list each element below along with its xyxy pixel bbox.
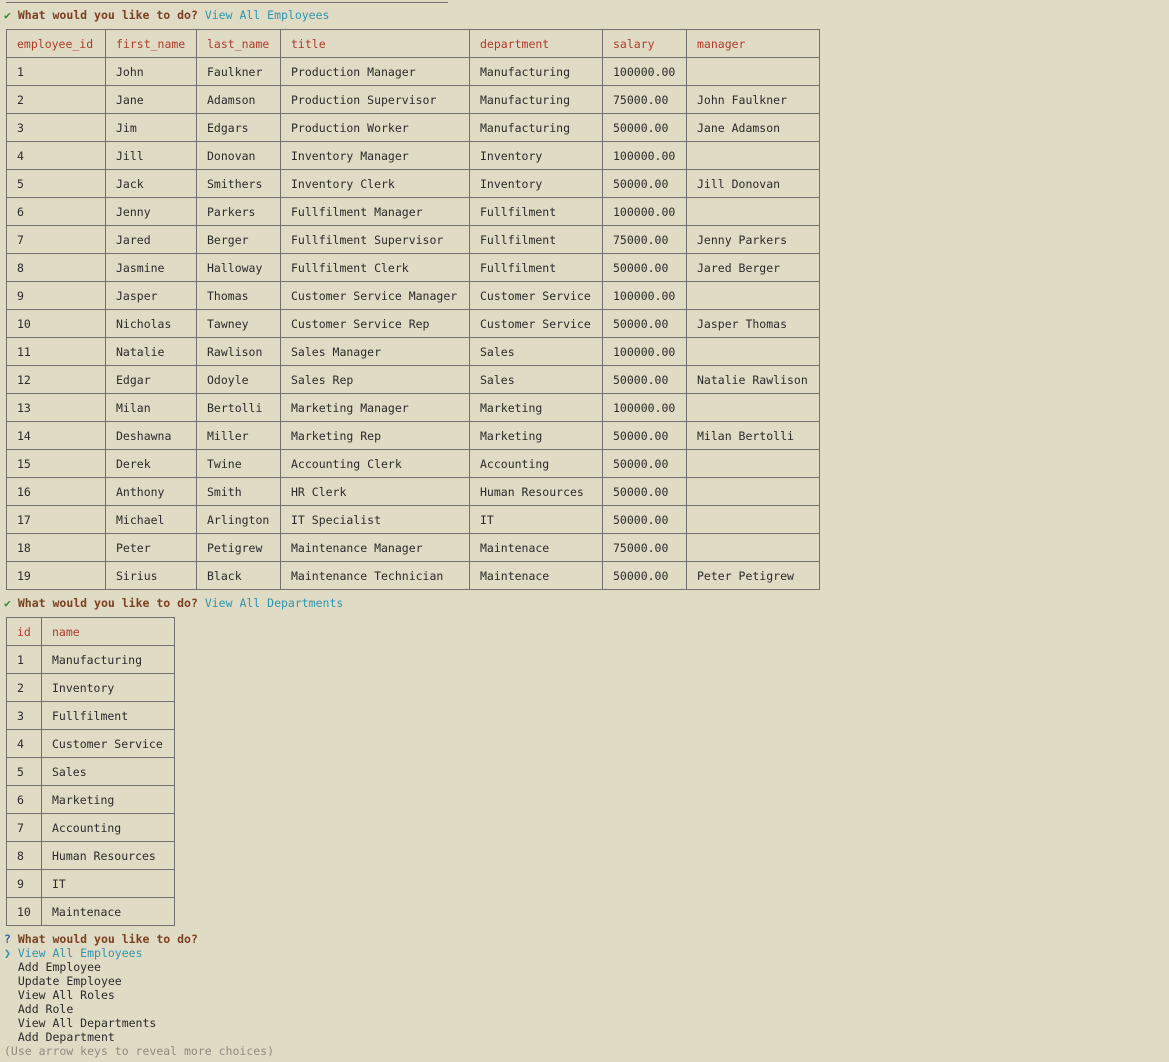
table-row	[7, 674, 175, 702]
employees-table	[6, 29, 820, 590]
table-cell: 50000.00	[603, 310, 687, 338]
table-cell: Customer Service	[470, 310, 603, 338]
table-cell	[687, 478, 820, 506]
table-cell	[687, 338, 820, 366]
menu-item-label: Add Employee	[17, 960, 101, 974]
table-cell: 6	[7, 198, 106, 226]
table-row	[7, 898, 175, 926]
table-cell: Arlington	[197, 506, 281, 534]
table-cell: Sales Manager	[281, 338, 470, 366]
table-cell: 8	[7, 842, 42, 870]
table-cell: Derek	[106, 450, 197, 478]
table-header-row	[7, 618, 175, 646]
departments-table	[6, 617, 175, 926]
table-cell: IT Specialist	[281, 506, 470, 534]
table-cell: Jack	[106, 170, 197, 198]
table-row	[7, 422, 820, 450]
table-cell: Fullfilment Supervisor	[281, 226, 470, 254]
table-cell: Odoyle	[197, 366, 281, 394]
table-cell: Sirius	[106, 562, 197, 590]
table-cell: 2	[7, 674, 42, 702]
table-cell: Maintenace	[470, 562, 603, 590]
prompt-view-employees	[4, 8, 329, 22]
prompt-view-departments	[4, 596, 343, 610]
table-cell: Sales	[42, 758, 175, 786]
table-cell: Black	[197, 562, 281, 590]
table-cell: Fullfilment	[470, 198, 603, 226]
table-cell: Inventory Clerk	[281, 170, 470, 198]
table-cell: 50000.00	[603, 114, 687, 142]
table-cell: 15	[7, 450, 106, 478]
table-row	[7, 758, 175, 786]
table-cell: Peter Petigrew	[687, 562, 820, 590]
table-cell: 1	[7, 58, 106, 86]
table-cell: 100000.00	[603, 394, 687, 422]
table-cell: 1	[7, 646, 42, 674]
table-cell: 50000.00	[603, 254, 687, 282]
table-cell	[687, 394, 820, 422]
table-cell: Production Supervisor	[281, 86, 470, 114]
table-cell: 2	[7, 86, 106, 114]
table-cell: Petigrew	[197, 534, 281, 562]
table-cell: 5	[7, 170, 106, 198]
table-cell: Inventory Manager	[281, 142, 470, 170]
table-cell	[687, 142, 820, 170]
table-cell: Production Manager	[281, 58, 470, 86]
table-cell: Jenny Parkers	[687, 226, 820, 254]
table-cell: 50000.00	[603, 366, 687, 394]
column-header: employee_id	[7, 30, 106, 58]
table-cell: 75000.00	[603, 534, 687, 562]
column-header: title	[281, 30, 470, 58]
table-row	[7, 226, 820, 254]
table-cell: Marketing	[42, 786, 175, 814]
table-cell: Inventory	[470, 142, 603, 170]
table-row	[7, 142, 820, 170]
table-cell: 9	[7, 282, 106, 310]
table-cell: 11	[7, 338, 106, 366]
table-cell: Faulkner	[197, 58, 281, 86]
table-cell: 10	[7, 898, 42, 926]
column-header: manager	[687, 30, 820, 58]
table-cell: Human Resources	[470, 478, 603, 506]
table-cell	[687, 282, 820, 310]
table-cell: Customer Service	[470, 282, 603, 310]
table-row	[7, 870, 175, 898]
menu-item-label: View All Roles	[17, 988, 115, 1002]
column-header: name	[42, 618, 175, 646]
table-cell: Inventory	[470, 170, 603, 198]
table-cell: 50000.00	[603, 478, 687, 506]
table-cell	[687, 450, 820, 478]
table-header-row	[7, 30, 820, 58]
menu-item-add-role[interactable]	[4, 1002, 274, 1016]
table-row	[7, 702, 175, 730]
previous-output-border	[6, 0, 448, 3]
question-mark-icon: ?	[4, 932, 11, 946]
table-cell: Jill Donovan	[687, 170, 820, 198]
menu-item-label: Update Employee	[17, 974, 122, 988]
table-cell: Halloway	[197, 254, 281, 282]
table-row	[7, 338, 820, 366]
table-cell: Accounting	[42, 814, 175, 842]
table-cell: Milan	[106, 394, 197, 422]
check-icon: ✔	[4, 596, 11, 610]
table-cell: Bertolli	[197, 394, 281, 422]
table-cell: Natalie	[106, 338, 197, 366]
table-cell: 18	[7, 534, 106, 562]
table-cell: 19	[7, 562, 106, 590]
prompt-answer: View All Employees	[204, 8, 330, 22]
column-header: salary	[603, 30, 687, 58]
table-cell: Jasper Thomas	[687, 310, 820, 338]
table-cell: Natalie Rawlison	[687, 366, 820, 394]
table-cell: 16	[7, 478, 106, 506]
table-cell: 100000.00	[603, 338, 687, 366]
table-cell: 100000.00	[603, 282, 687, 310]
table-row	[7, 86, 820, 114]
table-row	[7, 842, 175, 870]
table-cell: Customer Service Rep	[281, 310, 470, 338]
menu-item-label: Add Role	[17, 1002, 74, 1016]
column-header: id	[7, 618, 42, 646]
table-row	[7, 506, 820, 534]
menu-item-add-department[interactable]	[4, 1030, 274, 1044]
table-row	[7, 786, 175, 814]
table-cell: Anthony	[106, 478, 197, 506]
table-cell: Manufacturing	[42, 646, 175, 674]
table-row	[7, 58, 820, 86]
prompt-question: What would you like to do?	[17, 8, 198, 22]
table-cell: 50000.00	[603, 422, 687, 450]
table-cell: 8	[7, 254, 106, 282]
table-row	[7, 534, 820, 562]
table-cell: Parkers	[197, 198, 281, 226]
table-row	[7, 254, 820, 282]
table-row	[7, 114, 820, 142]
table-cell: Accounting Clerk	[281, 450, 470, 478]
table-cell: Manufacturing	[470, 114, 603, 142]
table-cell: Maintenance Technician	[281, 562, 470, 590]
table-cell: Jared	[106, 226, 197, 254]
prompt-question: What would you like to do?	[17, 596, 198, 610]
table-cell: Miller	[197, 422, 281, 450]
column-header: first_name	[106, 30, 197, 58]
table-cell: 13	[7, 394, 106, 422]
table-cell: Smithers	[197, 170, 281, 198]
table-cell: Smith	[197, 478, 281, 506]
table-cell: Fullfilment Manager	[281, 198, 470, 226]
table-cell: Manufacturing	[470, 58, 603, 86]
table-cell: Marketing	[470, 422, 603, 450]
table-cell: Adamson	[197, 86, 281, 114]
table-row	[7, 730, 175, 758]
table-cell: 7	[7, 814, 42, 842]
table-cell: Jenny	[106, 198, 197, 226]
table-cell: Customer Service	[42, 730, 175, 758]
table-cell: Jane	[106, 86, 197, 114]
table-cell	[687, 58, 820, 86]
choice-menu	[4, 946, 274, 1058]
table-row	[7, 282, 820, 310]
table-cell: 50000.00	[603, 170, 687, 198]
table-cell: Inventory	[42, 674, 175, 702]
table-cell: Marketing Rep	[281, 422, 470, 450]
table-cell: Peter	[106, 534, 197, 562]
table-cell: Edgar	[106, 366, 197, 394]
table-cell: 4	[7, 142, 106, 170]
table-cell: 3	[7, 702, 42, 730]
table-cell: 100000.00	[603, 198, 687, 226]
table-cell: HR Clerk	[281, 478, 470, 506]
table-cell	[687, 534, 820, 562]
menu-item-view-all-roles[interactable]	[4, 988, 274, 1002]
prompt-answer: View All Departments	[204, 596, 344, 610]
table-cell: Jane Adamson	[687, 114, 820, 142]
table-cell: Deshawna	[106, 422, 197, 450]
table-cell: Maintenace	[470, 534, 603, 562]
menu-item-update-employee[interactable]	[4, 974, 274, 988]
table-cell: Marketing	[470, 394, 603, 422]
column-header: last_name	[197, 30, 281, 58]
table-cell: Human Resources	[42, 842, 175, 870]
menu-item-label: View All Departments	[17, 1016, 157, 1030]
table-cell	[687, 506, 820, 534]
table-row	[7, 450, 820, 478]
table-cell: 17	[7, 506, 106, 534]
table-row	[7, 814, 175, 842]
table-cell: 50000.00	[603, 450, 687, 478]
table-row	[7, 478, 820, 506]
table-cell: 6	[7, 786, 42, 814]
pointer-icon: ❯	[4, 946, 11, 960]
table-cell: 50000.00	[603, 562, 687, 590]
table-cell: 9	[7, 870, 42, 898]
table-cell: 12	[7, 366, 106, 394]
table-cell: Edgars	[197, 114, 281, 142]
table-cell: 7	[7, 226, 106, 254]
table-cell: 75000.00	[603, 226, 687, 254]
table-row	[7, 366, 820, 394]
menu-item-label: View All Employees	[17, 946, 143, 960]
table-cell: Jasmine	[106, 254, 197, 282]
table-cell: Jill	[106, 142, 197, 170]
prompt-question: What would you like to do?	[17, 932, 198, 946]
table-cell: Thomas	[197, 282, 281, 310]
table-cell: 5	[7, 758, 42, 786]
table-cell: Berger	[197, 226, 281, 254]
table-cell: Jim	[106, 114, 197, 142]
table-cell	[687, 198, 820, 226]
table-cell: 100000.00	[603, 58, 687, 86]
table-cell: Production Worker	[281, 114, 470, 142]
table-cell: Manufacturing	[470, 86, 603, 114]
menu-item-selected[interactable]	[4, 946, 274, 960]
table-cell: Jasper	[106, 282, 197, 310]
menu-hint: (Use arrow keys to reveal more choices)	[4, 1044, 275, 1058]
table-cell: Twine	[197, 450, 281, 478]
table-cell: IT	[470, 506, 603, 534]
table-cell: Fullfilment	[42, 702, 175, 730]
table-cell: Tawney	[197, 310, 281, 338]
active-prompt	[4, 932, 198, 946]
table-cell: Maintenance Manager	[281, 534, 470, 562]
table-cell: Michael	[106, 506, 197, 534]
table-cell: Nicholas	[106, 310, 197, 338]
table-cell: 4	[7, 730, 42, 758]
check-icon: ✔	[4, 8, 11, 22]
table-cell: Marketing Manager	[281, 394, 470, 422]
table-cell: 10	[7, 310, 106, 338]
table-cell: Sales	[470, 338, 603, 366]
table-row	[7, 394, 820, 422]
table-row	[7, 562, 820, 590]
table-cell: 50000.00	[603, 506, 687, 534]
table-row	[7, 646, 175, 674]
table-row	[7, 198, 820, 226]
table-cell: John	[106, 58, 197, 86]
table-cell: 75000.00	[603, 86, 687, 114]
table-cell: 100000.00	[603, 142, 687, 170]
column-header: department	[470, 30, 603, 58]
menu-item-label: Add Department	[17, 1030, 115, 1044]
table-cell: Donovan	[197, 142, 281, 170]
table-cell: Milan Bertolli	[687, 422, 820, 450]
table-cell: Maintenace	[42, 898, 175, 926]
table-cell: Fullfilment	[470, 226, 603, 254]
table-cell: Sales Rep	[281, 366, 470, 394]
table-cell: John Faulkner	[687, 86, 820, 114]
menu-item-view-all-departments[interactable]	[4, 1016, 274, 1030]
table-cell: 14	[7, 422, 106, 450]
table-cell: Accounting	[470, 450, 603, 478]
table-cell: Customer Service Manager	[281, 282, 470, 310]
menu-item-add-employee[interactable]	[4, 960, 274, 974]
table-cell: Sales	[470, 366, 603, 394]
table-cell: Jared Berger	[687, 254, 820, 282]
table-cell: Rawlison	[197, 338, 281, 366]
table-row	[7, 310, 820, 338]
table-row	[7, 170, 820, 198]
table-cell: 3	[7, 114, 106, 142]
table-cell: Fullfilment	[470, 254, 603, 282]
table-cell: IT	[42, 870, 175, 898]
table-cell: Fullfilment Clerk	[281, 254, 470, 282]
